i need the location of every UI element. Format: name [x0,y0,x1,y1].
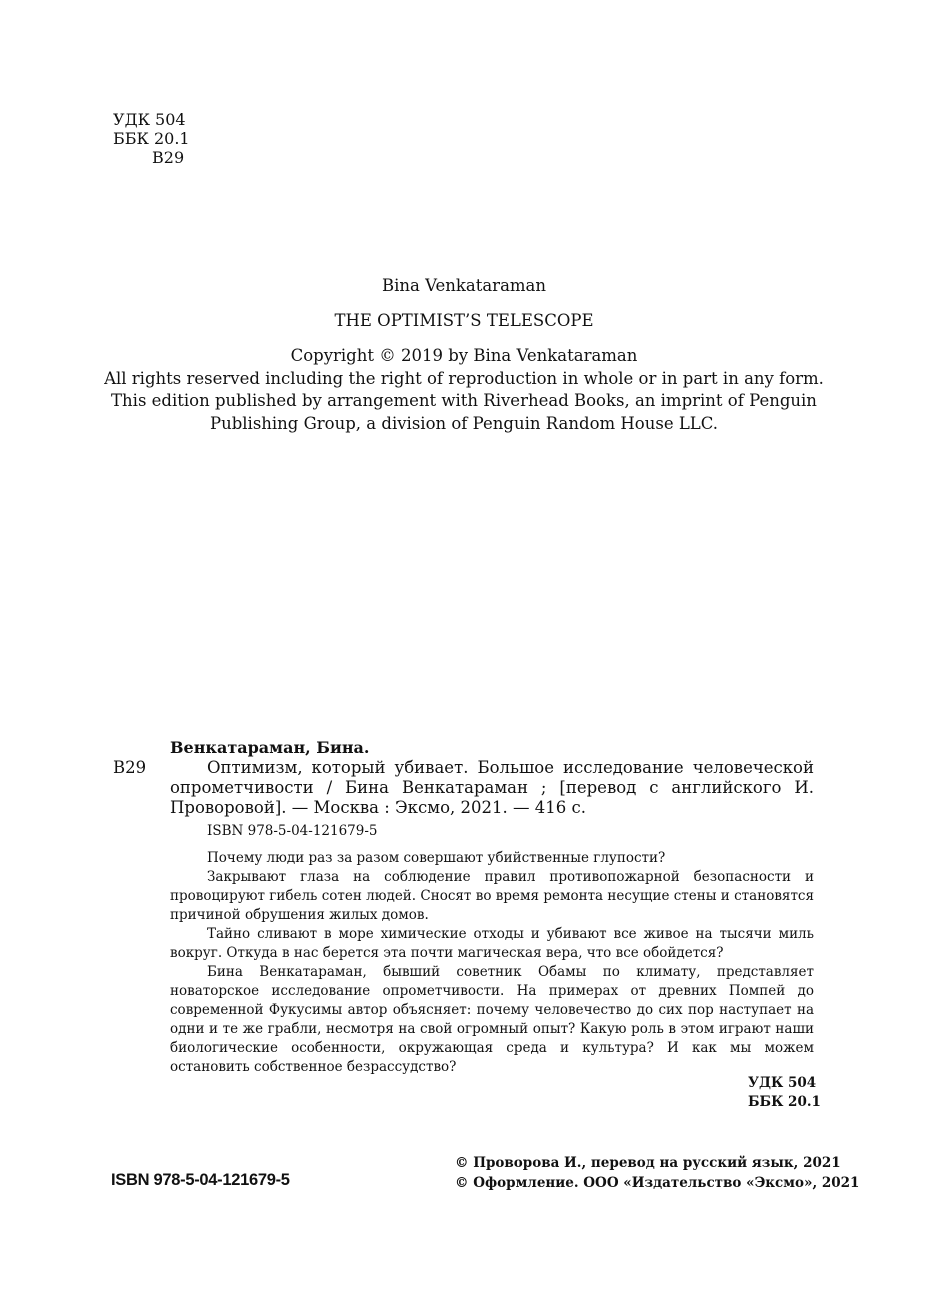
bbk-code: ББК 20.1 [113,129,190,148]
annotation-paragraph: Почему люди раз за разом совершают убийственные глупости? [207,850,666,866]
annotation-paragraph: Закрывают глаза на соблюдение правил противопожарной безопасности и провоцируют гибель сотен людей. Сносят во время ремонта несущие стены и становятся причиной обрушения жилых домов. [170,869,814,923]
annotation-paragraph: Бина Венкатараман, бывший советник Обамы по климату, представляет новаторское исследование опрометчивости. На примерах от древних Помпей до современной Фукусимы автор объясняет: почему человечество до сих пор наступает на одни и те же грабли, несмотря на свой огромный опыт? Какую роль в этом играют наши биологические особенности, окружающая среда и культура? И как мы можем остановить собственное безрассудство? [170,964,814,1075]
copyright-footer [455,1153,859,1193]
classification-top [113,110,190,167]
isbn-footer: ISBN 978-5-04-121679-5 [111,1171,290,1189]
original-copyright-block [0,345,928,435]
record-description-text: Оптимизм, который убивает. Большое исследование человеческой опрометчивости / Бина Венкатараман ; [перевод с английского И. Проворовой]. — Москва : Эксмо, 2021. — 416 с. [170,758,814,817]
translation-copyright: © Проворова И., перевод на русский язык, 2021 [455,1155,841,1171]
edition-line-2: Publishing Group, a division of Penguin Random House LLC. [209,413,719,433]
original-author: Bina Venkataraman [381,276,547,295]
classification-bottom [748,1074,821,1112]
bbk-code-bottom: ББК 20.1 [748,1094,821,1110]
author-mark: В29 [152,148,185,167]
original-copyright: Copyright © 2019 by Bina Venkataraman [290,346,638,365]
original-title: THE OPTIMIST’S TELESCOPE [334,311,594,330]
record-author: Венкатараман, Бина. [170,738,370,757]
annotation [170,849,814,1077]
record-isbn: ISBN 978-5-04-121679-5 [207,823,378,839]
design-copyright: © Оформление. ООО «Издательство «Эксмо», 2021 [455,1175,860,1191]
record-description [170,758,814,818]
udk-code-bottom: УДК 504 [748,1075,817,1091]
annotation-paragraph: Тайно сливают в море химические отходы и убивают все живое на тысячи миль вокруг. Откуда в нас берется эта почти магическая вера, что все обойдется? [170,926,814,961]
edition-line-1: This edition published by arrangement with Riverhead Books, an imprint of Penguin [111,391,817,410]
rights-statement: All rights reserved including the right of reproduction in whole or in part in any form. [104,368,824,388]
record-code: В29 [113,758,147,777]
udk-code: УДК 504 [113,110,186,129]
